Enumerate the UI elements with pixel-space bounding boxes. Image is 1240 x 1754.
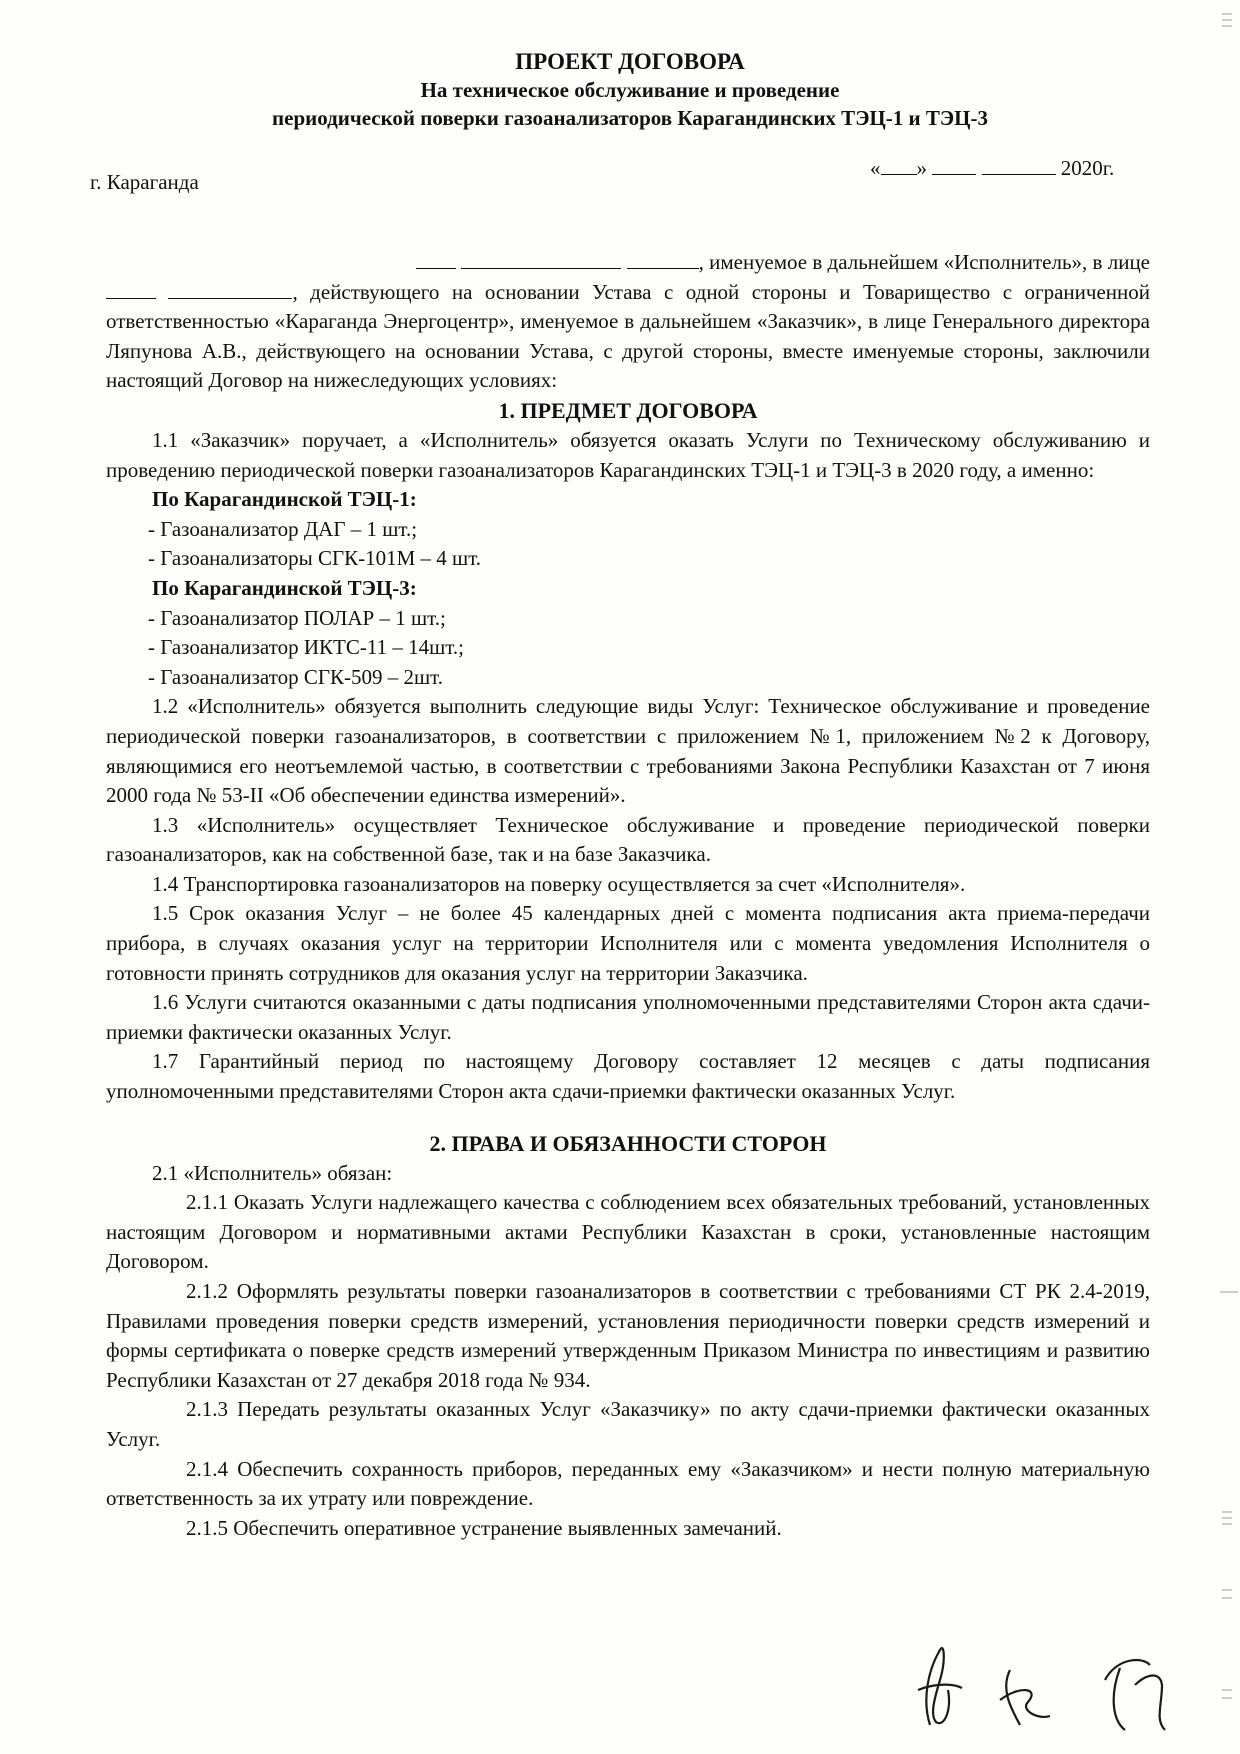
- date-open-quote: «: [870, 156, 881, 180]
- section-spacer: [106, 1107, 1150, 1129]
- tec3-item: - Газоанализатор ПОЛАР – 1 шт.;: [148, 605, 446, 630]
- date-month-blank-2: [982, 156, 1056, 175]
- tec1-item: - Газоанализатор ДАГ – 1 шт.;: [148, 516, 418, 541]
- clause-1-6: 1.6 Услуги считаются оказанными с даты подписания уполномоченными представителями Сторон акта сдачи-приемки фактически оказанных Услуг.: [106, 990, 1150, 1044]
- clause-1-5: 1.5 Срок оказания Услуг – не более 45 календарных дней с момента подписания акта приема-передачи прибора, в случаях оказания услуг на территории Исполнителя или с момента уведомления Исполнителя о готовности принять сотрудников для оказания услуг на территории Заказчика.: [106, 901, 1150, 985]
- executor-blank-3: [627, 250, 699, 269]
- clause-2-1-1: 2.1.1 Оказать Услуги надлежащего качества с соблюдением всех обязательных требований, установленных настоящим Договором и нормативными актами Республики Казахстан в сроки, установленные настоящим Договором.: [106, 1190, 1150, 1274]
- date-month-blank: [932, 156, 976, 175]
- contract-date: [870, 156, 1114, 181]
- preamble-body: [106, 278, 1150, 396]
- preamble-line1: [106, 248, 1150, 278]
- executor-blank-2: [461, 250, 621, 269]
- clause-2-1-5: 2.1.5 Обеспечить оперативное устранение выявленных замечаний.: [186, 1515, 782, 1540]
- preamble-line1-text: , именуемое в дальнейшем «Исполнитель», в лице: [698, 250, 1150, 274]
- contract-body: [106, 248, 1150, 1543]
- date-day-blank: [881, 156, 917, 175]
- clause-2-1-4: 2.1.4 Обеспечить сохранность приборов, переданных ему «Заказчиком» и нести полную материальную ответственность за их утрату или повреждение.: [106, 1456, 1150, 1511]
- clause-1-4: 1.4 Транспортировка газоанализаторов на поверку осуществляется за счет «Исполнителя».: [152, 871, 966, 896]
- tec1-heading: По Карагандинской ТЭЦ-1:: [152, 487, 417, 512]
- date-year: 2020г.: [1060, 156, 1115, 180]
- handwritten-signatures: [900, 1630, 1200, 1740]
- clause-2-1-2: 2.1.2 Оформлять результаты поверки газоанализаторов в соответствии с требованиями СТ РК 2.4-2019, Правилами проведения поверки средств измерений, установления периодичности поверки средств измерений и формы сертификата о поверке средств измерений утвержденным Приказом Министра по инвестициям и развитию Республики Казахстан от 27 декабря 2018 года № 934.: [106, 1279, 1150, 1392]
- tec3-item: - Газоанализатор ИКТС-11 – 14шт.;: [148, 635, 464, 660]
- preamble-body-text: , действующего на основании Устава с одной стороны и Товарищество с ограниченной ответственностью «Караганда Энергоцентр», именуемое в дальнейшем «Заказчик», в лице Генерального директора Ляпунова А.В., действующего на основании Устава, с другой стороны, вместе именуемые стороны, заключили настоящий Договор на нижеследующих условиях:: [106, 279, 1150, 393]
- tec3-item: - Газоанализатор СГК-509 – 2шт.: [148, 664, 444, 689]
- contract-title: ПРОЕКТ ДОГОВОРА: [515, 49, 745, 74]
- clause-1-7: 1.7 Гарантийный период по настоящему Договору составляет 12 месяцев с даты подписания уполномоченными представителями Сторон акта сдачи-приемки фактически оказанных Услуг.: [106, 1049, 1150, 1104]
- tec1-item: - Газоанализаторы СГК-101М – 4 шт.: [148, 546, 482, 571]
- signature-1: [918, 1648, 962, 1725]
- section2-title: 2. ПРАВА И ОБЯЗАННОСТИ СТОРОН: [429, 1130, 827, 1156]
- clause-2-1: 2.1 «Исполнитель» обязан:: [152, 1160, 393, 1185]
- clause-1-1: 1.1 «Заказчик» поручает, а «Исполнитель» обязуется оказать Услуги по Техническому обслуживанию и проведению периодической поверки газоанализаторов Карагандинских ТЭЦ-1 и ТЭЦ-3 в 2020 году, а именно:: [106, 427, 1150, 482]
- contract-subtitle-line1: На техническое обслуживание и проведение: [420, 78, 840, 102]
- clause-1-2: 1.2 «Исполнитель» обязуется выполнить следующие виды Услуг: Техническое обслуживание и проведение периодической поверки газоанализаторов, в соответствии с приложением №1, приложением №2 к Договору, являющимися его неотъемлемой частью, в соответствии с требованиями Закона Республики Казахстан от 7 июня 2000 года № 53-II «Об обеспечении единства измерений».: [106, 694, 1150, 808]
- executor-blank-1: [416, 250, 456, 269]
- tec3-heading: По Карагандинской ТЭЦ-3:: [152, 575, 417, 600]
- representative-blank-1: [106, 280, 156, 299]
- clause-1-3: 1.3 «Исполнитель» осуществляет Техническое обслуживание и проведение периодической поверки газоанализаторов, как на собственной базе, так и на базе Заказчика.: [106, 812, 1150, 867]
- scan-edge-marks: [1210, 0, 1240, 1754]
- signature-2: [1000, 1670, 1050, 1725]
- date-close-quote: »: [916, 156, 927, 180]
- clause-2-1-3: 2.1.3 Передать результаты оказанных Услуг «Заказчику» по акту сдачи-приемки фактически оказанных Услуг.: [106, 1397, 1150, 1451]
- city-label: г. Караганда: [90, 170, 199, 194]
- signature-3: [1105, 1660, 1165, 1730]
- representative-blank-2: [168, 280, 292, 299]
- section1-title: 1. ПРЕДМЕТ ДОГОВОРА: [498, 397, 758, 423]
- contract-subtitle-line2: периодической поверки газоанализаторов Карагандинских ТЭЦ-1 и ТЭЦ-3: [272, 106, 988, 130]
